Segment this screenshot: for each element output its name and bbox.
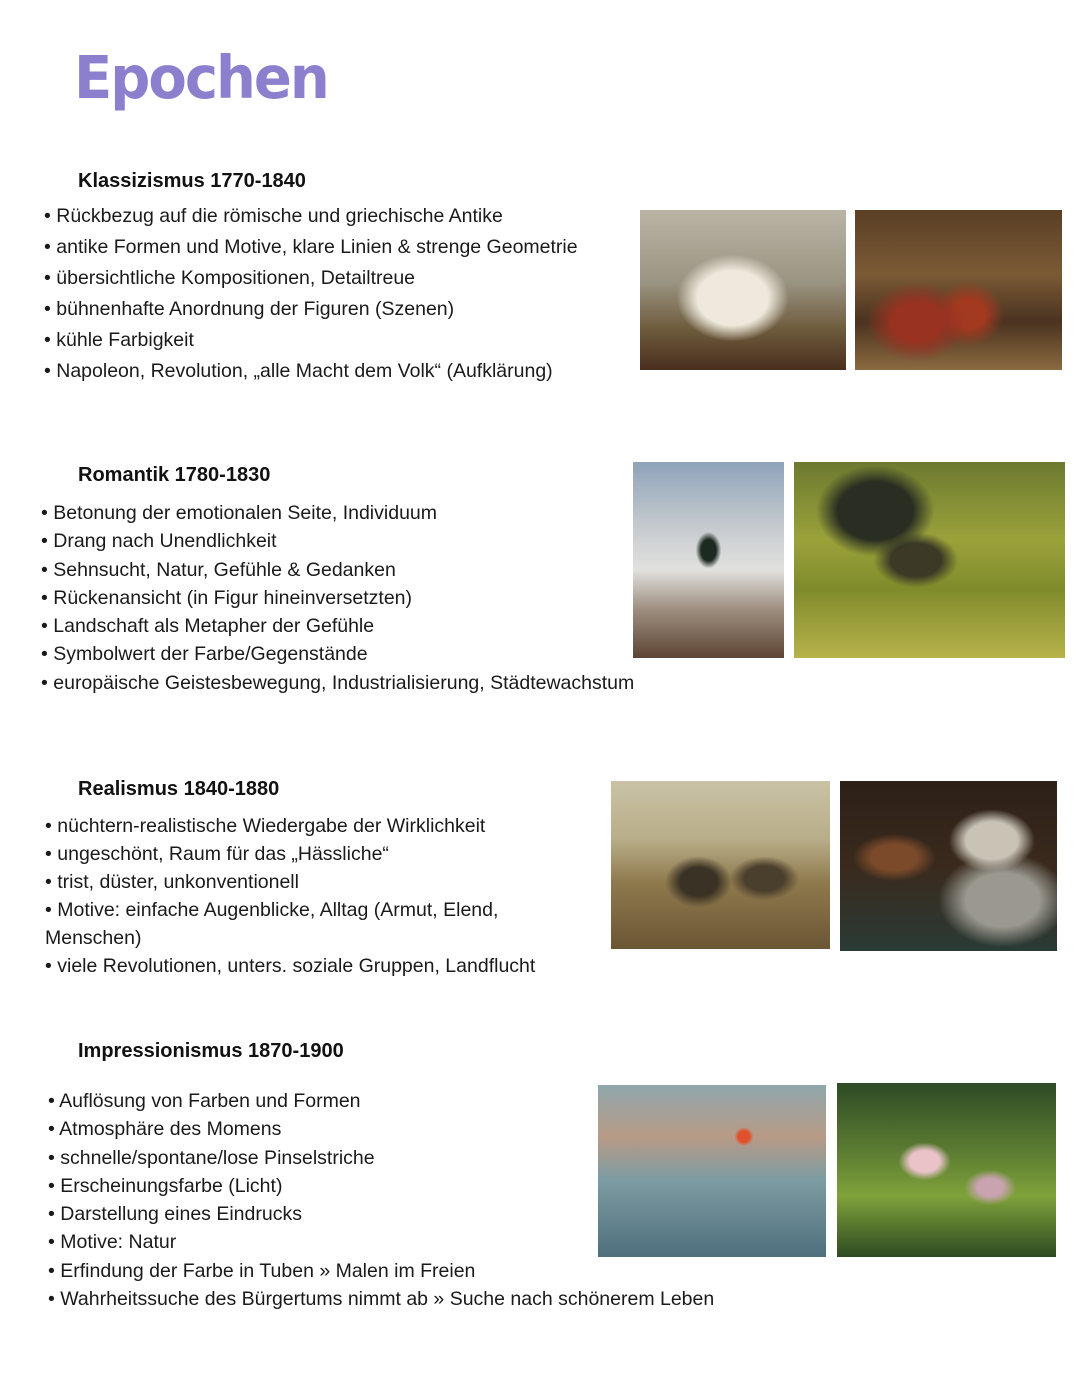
list-item: • schnelle/spontane/lose Pinselstriche [48, 1144, 714, 1172]
painting-chess-players [840, 781, 1057, 951]
list-item: • Betonung der emotionalen Seite, Individuum [41, 499, 634, 527]
painting-oath-of-horatii [855, 210, 1062, 370]
list-item: • Rückenansicht (in Figur hineinversetzten) [41, 584, 634, 612]
painting-the-gleaners [611, 781, 830, 949]
list-item: • nüchtern-realistische Wiedergabe der Wirklichkeit [45, 812, 565, 840]
list-item: • Darstellung eines Eindrucks [48, 1200, 714, 1228]
list-item: • übersichtliche Kompositionen, Detailtreue [44, 263, 578, 294]
painting-impression-sunrise [598, 1085, 826, 1257]
list-item: • Rückbezug auf die römische und griechische Antike [44, 201, 578, 232]
section-heading-romantik: Romantik 1780-1830 [78, 464, 271, 486]
list-item: • ungeschönt, Raum für das „Hässliche“ [45, 840, 565, 868]
section-heading-klassizismus: Klassizismus 1770-1840 [78, 170, 306, 192]
painting-wanderer-above-sea-of-fog [633, 462, 784, 658]
list-item: • Erfindung der Farbe in Tuben » Malen im Freien [48, 1257, 714, 1285]
list-item: • Wahrheitssuche des Bürgertums nimmt ab » Suche nach schönerem Leben [48, 1285, 714, 1313]
list-item: • Erscheinungsfarbe (Licht) [48, 1172, 714, 1200]
list-item: • Drang nach Unendlichkeit [41, 527, 634, 555]
painting-goethe-campagna [640, 210, 846, 370]
section-heading-realismus: Realismus 1840-1880 [78, 778, 280, 800]
list-item: • antike Formen und Motive, klare Linien & strenge Geometrie [44, 232, 578, 263]
list-item: • Motive: Natur [48, 1228, 714, 1256]
list-item: • Symbolwert der Farbe/Gegenstände [41, 640, 634, 668]
list-item: • Motive: einfache Augenblicke, Alltag (Armut, Elend, Menschen) [45, 896, 565, 952]
realismus-bullet-list [45, 812, 565, 980]
page-title: Epochen [74, 44, 328, 113]
list-item: • Sehnsucht, Natur, Gefühle & Gedanken [41, 556, 634, 584]
list-item: • bühnenhafte Anordnung der Figuren (Szenen) [44, 294, 578, 325]
klassizismus-bullet-list [44, 201, 578, 387]
list-item: • Atmosphäre des Momens [48, 1115, 714, 1143]
list-item: • trist, düster, unkonventionell [45, 868, 565, 896]
section-heading-impressionismus: Impressionismus 1870-1900 [78, 1040, 344, 1062]
list-item: • viele Revolutionen, unters. soziale Gruppen, Landflucht [45, 952, 565, 980]
list-item: • kühle Farbigkeit [44, 325, 578, 356]
list-item: • Auflösung von Farben und Formen [48, 1087, 714, 1115]
painting-poor-poet-umbrella [794, 462, 1065, 658]
painting-impressionist-garden [837, 1083, 1056, 1257]
list-item: • Landschaft als Metapher der Gefühle [41, 612, 634, 640]
list-item: • europäische Geistesbewegung, Industrialisierung, Städtewachstum [41, 669, 634, 697]
list-item: • Napoleon, Revolution, „alle Macht dem Volk“ (Aufklärung) [44, 356, 578, 387]
romantik-bullet-list [41, 499, 634, 697]
